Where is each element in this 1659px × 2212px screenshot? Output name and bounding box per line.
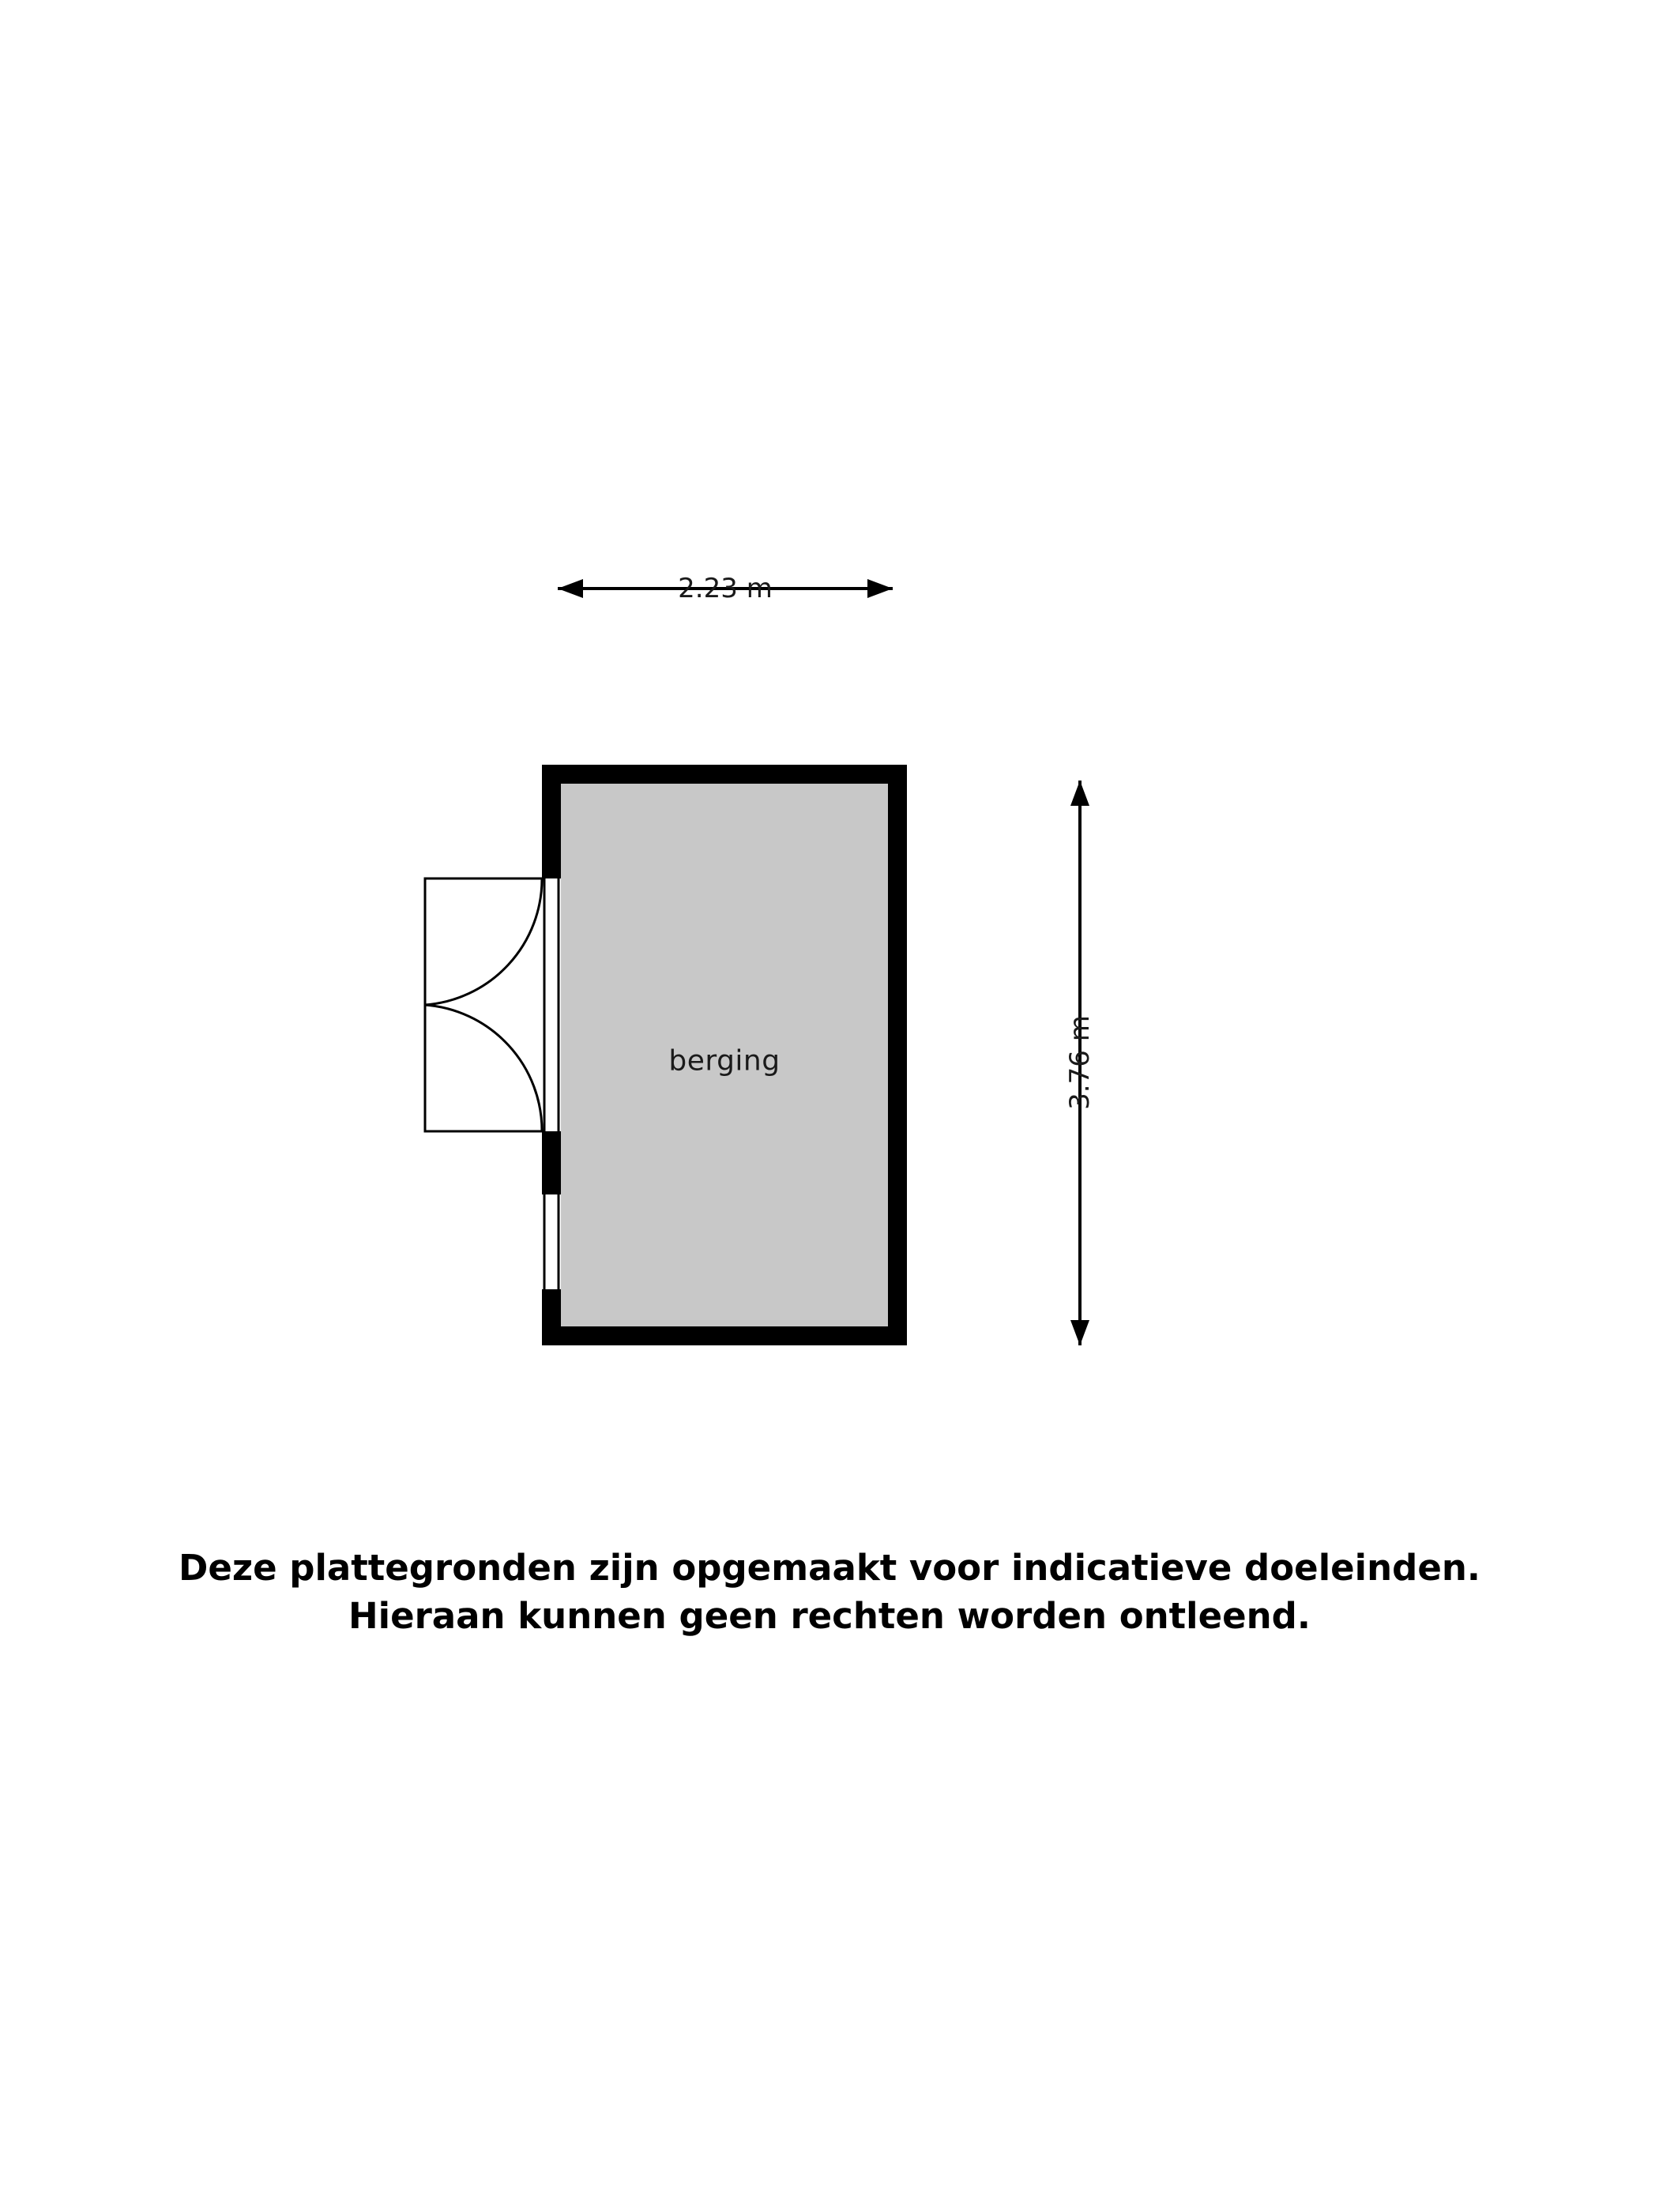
- disclaimer-line-2: Hieraan kunnen geen rechten worden ontleend.: [348, 1594, 1311, 1637]
- room-label-berging: berging: [668, 1044, 781, 1078]
- disclaimer-line-1: Deze plattegronden zijn opgemaakt voor indicatieve doeleinden.: [179, 1547, 1480, 1589]
- door-swing-upper: [425, 878, 542, 1005]
- dimension-label-width: 2.23 m: [678, 573, 773, 604]
- door-swing-lower: [425, 1005, 542, 1131]
- dimension-label-height: 3.76 m: [1064, 1015, 1096, 1110]
- disclaimer: [0, 1544, 1659, 1641]
